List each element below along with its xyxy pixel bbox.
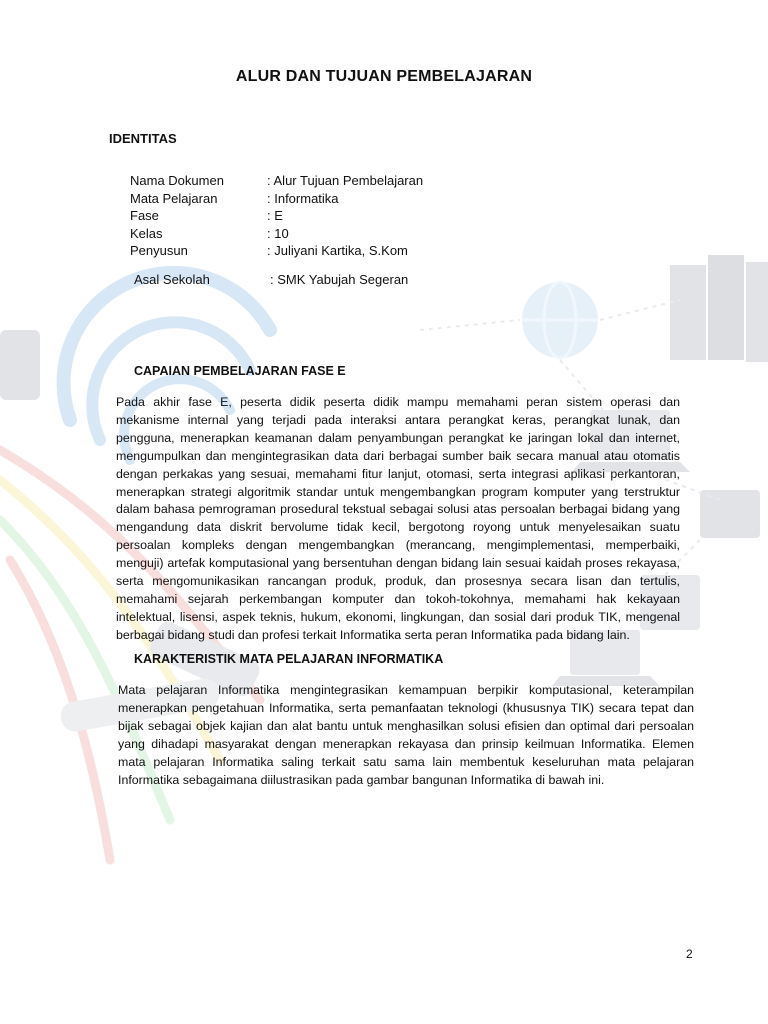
page-number: 2 — [686, 947, 693, 961]
identity-label: Asal Sekolah — [134, 272, 210, 287]
identity-value: : SMK Yabujah Segeran — [270, 272, 409, 287]
capaian-paragraph: Pada akhir fase E, peserta didik peserta didik mampu memahami peran sistem operasi dan mekanisme internal yang terjadi pada interaksi antara perangkat keras, perangkat lunak, dan pengguna, menerapkan keamanan dalam penyambungan perangkat ke jaringan lokal dan internet, mengumpulkan dan mengintegrasikan data dari berbagai sumber baik secara manual atau otomatis dengan perkakas yang sesuai, memahami fitur lanjut, otomasi, serta integrasi aplikasi perkantoran, menerapkan strategi algoritmik standar untuk mengembangkan program komputer yang terstruktur dalam bahasa pemrograman prosedural tekstual sebagai solusi atas persoalan berbagai bidang yang mengandung data diskrit bervolume tidak kecil, bergotong royong untuk menyelesaikan suatu persoalan kompleks dengan mengembangkan (merancang, mengimplementasi, memperbaiki, menguji) artefak komputasional yang bersentuhan dengan bidang lain sesuai kaidah proses rekayasa, serta mengomunikasikan rancangan produk, produk, dan prosesnya secara lisan dan tertulis, memahami sejarah perkembangan komputer dan tokoh-tokohnya, memahami hak kekayaan intelektual, lisensi, aspek teknis, hukum, ekonomi, lingkungan, dan sosial dari produk TIK, mengenal berbagai bidang studi dan profesi terkait Informatika serta peran Informatika pada bidang lain. — [116, 395, 680, 642]
identity-heading: IDENTITAS — [109, 131, 177, 146]
identity-label: Mata Pelajaran — [130, 191, 218, 206]
karakteristik-paragraph: Mata pelajaran Informatika mengintegrasikan kemampuan berpikir komputasional, keterampilan menerapkan pengetahuan Informatika, serta pemanfaatan teknologi (khususnya TIK) secara tepat dan bijak sebagai objek kajian dan alat bantu untuk menghasilkan solusi efisien dan optimal dari persoalan yang dihadapi masyarakat dengan menerapkan rekayasa dan prinsip keilmuan Informatika. Elemen mata pelajaran Informatika saling terkait satu sama lain membentuk keseluruhan mata pelajaran Informatika sebagaimana diilustrasikan pada gambar bangunan Informatika di bawah ini. — [118, 683, 694, 787]
identity-label: Kelas — [130, 226, 163, 241]
identity-label: Penyusun — [130, 243, 188, 258]
identity-value: : Informatika — [267, 191, 339, 206]
identity-label: Fase — [130, 208, 159, 223]
identity-value: : Juliyani Kartika, S.Kom — [267, 243, 408, 258]
identity-value: : Alur Tujuan Pembelajaran — [267, 173, 424, 188]
identity-value: : E — [267, 208, 283, 223]
karakteristik-heading: KARAKTERISTIK MATA PELAJARAN INFORMATIKA — [134, 652, 444, 666]
identity-label: Nama Dokumen — [130, 173, 224, 188]
document-title: ALUR DAN TUJUAN PEMBELAJARAN — [235, 68, 533, 85]
identity-value: : 10 — [267, 226, 289, 241]
capaian-heading: CAPAIAN PEMBELAJARAN FASE E — [134, 364, 346, 378]
